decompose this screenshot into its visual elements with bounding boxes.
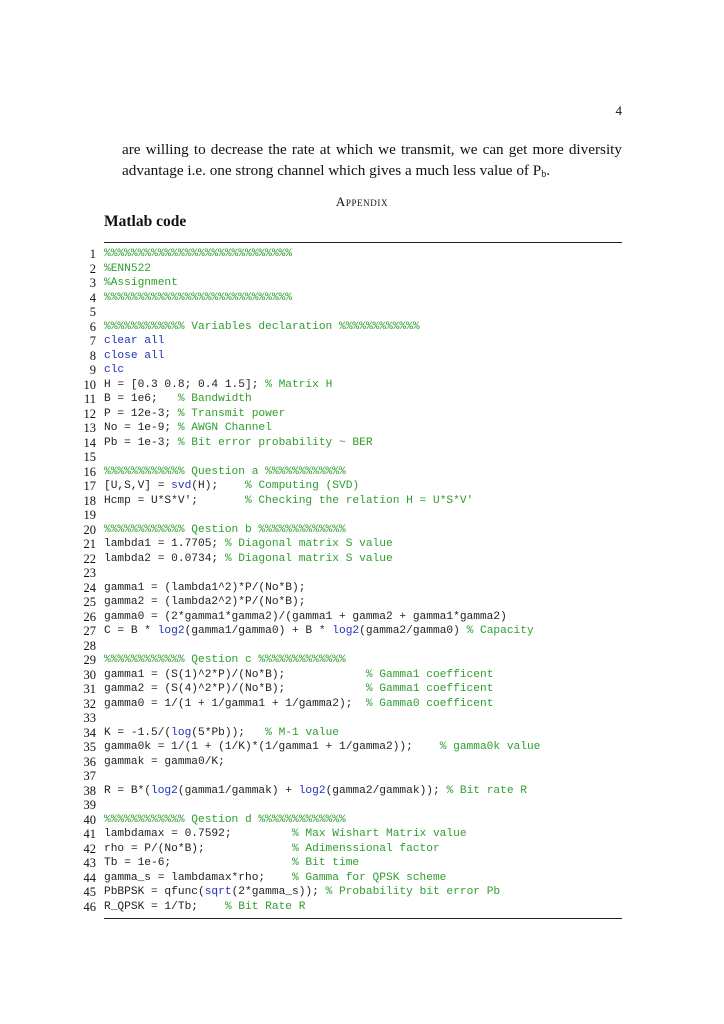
line-number: 17 <box>83 479 96 493</box>
code-comment: % Gamma for QPSK scheme <box>291 871 447 884</box>
line-number: 27 <box>83 624 96 638</box>
code-line <box>78 668 638 683</box>
code-line <box>78 392 638 407</box>
line-code <box>104 827 467 842</box>
code-line <box>78 508 638 523</box>
paragraph-text: are willing to decrease the rate at which we transmit, we can get more diversity advantage i.e. one strong channel which gives a much less value of P <box>122 141 622 179</box>
code-comment: %%%%%%%%%%%%%%%%%%%%%%%%%%%% <box>104 248 292 260</box>
line-number: 28 <box>83 638 96 653</box>
code-line <box>78 624 638 639</box>
code-text: rho = P/(No*B); <box>104 842 292 855</box>
line-code <box>104 262 151 277</box>
code-comment: % Gamma1 coefficent <box>365 683 494 695</box>
line-number: 23 <box>83 566 96 580</box>
line-code <box>104 320 420 335</box>
line-code <box>104 856 359 871</box>
code-line <box>78 581 638 596</box>
code-line <box>78 494 638 509</box>
code-title: Matlab code <box>104 213 187 230</box>
code-comment: % Diagonal matrix S value <box>224 552 393 565</box>
code-comment: %%%%%%%%%%%%%%%%%%%%%%%%%%%% <box>104 291 292 304</box>
code-line <box>78 813 638 828</box>
code-text: (gamma1/gammak) + <box>177 784 299 797</box>
line-number: 2 <box>89 261 96 276</box>
line-number: 20 <box>83 522 96 537</box>
code-comment: % Max Wishart Matrix value <box>291 828 467 840</box>
line-code <box>104 349 164 364</box>
code-text: R = B*( <box>104 784 151 797</box>
line-number: 3 <box>89 276 96 290</box>
code-line <box>78 465 638 480</box>
code-text: gamma0 = (2*gamma1*gamma2)/(gamma1 + gamma2 + gamma1*gamma2) <box>104 610 507 623</box>
code-line <box>78 798 638 813</box>
line-code <box>104 537 393 552</box>
line-code <box>104 581 305 596</box>
line-number: 26 <box>83 609 96 624</box>
code-text: gamma_s = lambdamax*rho; <box>104 871 292 884</box>
code-comment: % Bandwidth <box>177 393 252 405</box>
code-text: H = [0.3 0.8; 0.4 1.5]; <box>104 378 266 391</box>
line-number: 21 <box>83 537 96 551</box>
code-text: gamma0k = 1/(1 + (1/K)*(1/gamma1 + 1/gamma2)); <box>104 741 440 753</box>
code-line <box>78 291 638 306</box>
line-code <box>104 885 500 900</box>
line-number: 41 <box>83 827 96 841</box>
code-line <box>78 769 638 784</box>
code-text: (5*Pb)); <box>191 726 266 739</box>
code-comment: % Adimenssional factor <box>291 842 440 855</box>
line-number: 31 <box>83 682 96 696</box>
line-code <box>104 813 346 828</box>
code-bottom-rule <box>104 918 622 919</box>
line-code <box>104 682 493 697</box>
code-text: Tb = 1e-6; <box>104 857 292 869</box>
line-code <box>104 871 446 886</box>
line-code <box>104 784 527 799</box>
code-text: gamma2 = (lambda2^2)*P/(No*B); <box>104 596 306 608</box>
code-line <box>78 305 638 320</box>
line-code <box>104 624 534 639</box>
line-number: 32 <box>83 696 96 711</box>
code-comment: % Bit rate R <box>446 784 528 797</box>
code-text: Pb = 1e-3; <box>104 436 178 449</box>
code-line <box>78 479 638 494</box>
code-line <box>78 885 638 900</box>
code-keyword: close all <box>104 349 165 362</box>
code-comment: % Matrix H <box>265 378 333 391</box>
line-code <box>104 407 285 422</box>
code-line <box>78 262 638 277</box>
code-comment: % Transmit power <box>177 407 286 420</box>
code-line <box>78 436 638 451</box>
code-text: K = -1.5/( <box>104 726 172 739</box>
code-comment: %Assignment <box>104 277 178 289</box>
code-line <box>78 552 638 567</box>
line-number: 18 <box>83 493 96 508</box>
line-number: 34 <box>83 725 96 740</box>
code-line <box>78 349 638 364</box>
line-number: 4 <box>89 290 96 305</box>
line-code <box>104 392 252 407</box>
code-line <box>78 537 638 552</box>
code-line <box>78 450 638 465</box>
line-code <box>104 740 540 755</box>
code-keyword: log2 <box>157 625 185 637</box>
code-line <box>78 639 638 654</box>
code-text: [U,S,V] = <box>104 480 172 492</box>
page-number: 4 <box>615 103 622 118</box>
code-line <box>78 755 638 770</box>
code-comment: % Checking the relation H = U*S*V' <box>245 494 474 507</box>
line-code <box>104 755 225 770</box>
code-comment: % Capacity <box>466 625 534 637</box>
line-code <box>104 334 164 349</box>
line-number: 29 <box>83 653 96 667</box>
line-code <box>104 276 178 291</box>
line-number: 13 <box>83 421 96 435</box>
line-number: 6 <box>89 319 96 334</box>
line-code <box>104 421 272 436</box>
line-code <box>104 595 305 610</box>
code-comment: % AWGN Channel <box>177 422 272 434</box>
code-line <box>78 697 638 712</box>
code-comment: % Bit time <box>291 857 360 869</box>
line-number: 22 <box>83 551 96 566</box>
line-number: 10 <box>83 377 96 392</box>
code-text: (2*gamma_s)); <box>231 886 326 898</box>
code-line <box>78 784 638 799</box>
line-code <box>104 363 124 378</box>
code-comment: % M-1 value <box>265 726 340 739</box>
code-keyword: clc <box>104 364 125 376</box>
line-number: 14 <box>83 435 96 450</box>
code-text: (H); <box>191 480 246 492</box>
code-comment: % gamma0k value <box>439 741 541 753</box>
line-number: 35 <box>83 740 96 754</box>
line-number: 24 <box>83 580 96 595</box>
body-paragraph <box>122 139 622 185</box>
line-number: 38 <box>83 783 96 798</box>
line-number: 16 <box>83 464 96 479</box>
code-text: (gamma1/gamma0) + B * <box>184 625 333 637</box>
code-line <box>78 871 638 886</box>
code-text: lambda1 = 1.7705; <box>104 538 225 550</box>
line-number: 12 <box>83 406 96 421</box>
line-code <box>104 726 339 741</box>
code-keyword: log <box>171 726 192 739</box>
code-keyword: log2 <box>332 625 360 637</box>
line-code <box>104 653 346 668</box>
code-comment: % Gamma1 coefficent <box>365 668 494 681</box>
code-line <box>78 711 638 726</box>
code-text: P = 12e-3; <box>104 407 178 420</box>
code-keyword: sqrt <box>204 886 232 898</box>
code-line <box>78 320 638 335</box>
code-line <box>78 856 638 871</box>
code-listing <box>78 247 638 914</box>
code-comment: %%%%%%%%%%%% Qestion b %%%%%%%%%%%%% <box>104 523 346 536</box>
code-line <box>78 363 638 378</box>
code-line <box>78 653 638 668</box>
code-comment: % Probability bit error Pb <box>325 886 501 898</box>
code-keyword: clear all <box>104 335 165 347</box>
code-text: No = 1e-9; <box>104 422 178 434</box>
line-number: 39 <box>83 798 96 812</box>
code-text: lambdamax = 0.7592; <box>104 828 292 840</box>
line-number: 25 <box>83 595 96 609</box>
paragraph-subscript: b <box>541 169 547 180</box>
line-number: 37 <box>83 769 96 783</box>
line-code <box>104 378 332 393</box>
line-code <box>104 697 493 712</box>
code-line <box>78 407 638 422</box>
paragraph-end: . <box>546 162 551 179</box>
line-number: 11 <box>83 392 96 406</box>
line-number: 30 <box>83 667 96 682</box>
line-number: 43 <box>83 856 96 870</box>
code-comment: % Bit error probability ~ BER <box>177 436 373 449</box>
code-comment: %%%%%%%%%%%% Question a %%%%%%%%%%%% <box>104 465 346 478</box>
code-text: gammak = gamma0/K; <box>104 755 225 768</box>
line-number: 15 <box>83 450 96 464</box>
appendix-heading: Appendix <box>335 194 389 209</box>
line-code <box>104 610 507 625</box>
code-text: lambda2 = 0.0734; <box>104 552 225 565</box>
line-code <box>104 436 373 451</box>
code-line <box>78 682 638 697</box>
line-number: 19 <box>83 508 96 522</box>
code-text: gamma0 = 1/(1 + 1/gamma1 + 1/gamma2); <box>104 697 366 710</box>
code-comment: % Diagonal matrix S value <box>224 538 393 550</box>
code-line <box>78 842 638 857</box>
line-code <box>104 494 473 509</box>
line-number: 45 <box>83 885 96 899</box>
code-line <box>78 595 638 610</box>
code-line <box>78 247 638 262</box>
line-number: 8 <box>89 348 96 363</box>
code-line <box>78 566 638 581</box>
code-keyword: svd <box>171 480 192 492</box>
line-number: 42 <box>83 841 96 856</box>
code-text: (gamma2/gamma0) <box>359 625 467 637</box>
code-comment: %%%%%%%%%%%% Qestion c %%%%%%%%%%%%% <box>104 654 346 666</box>
line-number: 33 <box>83 711 96 725</box>
code-keyword: log2 <box>298 784 326 797</box>
code-line <box>78 740 638 755</box>
code-comment: %ENN522 <box>104 262 151 275</box>
code-comment: % Gamma0 coefficent <box>365 697 494 710</box>
line-code <box>104 291 292 306</box>
code-line <box>78 276 638 291</box>
code-text: PbBPSK = qfunc( <box>104 886 205 898</box>
line-number: 5 <box>89 305 96 319</box>
code-top-rule <box>104 242 622 243</box>
code-keyword: log2 <box>151 784 178 797</box>
line-code <box>104 552 393 567</box>
code-line <box>78 827 638 842</box>
code-line <box>78 900 638 915</box>
code-text: gamma1 = (S(1)^2*P)/(No*B); <box>104 668 366 681</box>
code-line <box>78 378 638 393</box>
line-code <box>104 247 292 262</box>
line-number: 36 <box>83 754 96 769</box>
code-line <box>78 334 638 349</box>
line-code <box>104 668 493 683</box>
line-number: 1 <box>89 247 96 261</box>
code-comment: %%%%%%%%%%%% Qestion d %%%%%%%%%%%%% <box>104 813 346 826</box>
line-code <box>104 842 440 857</box>
line-number: 40 <box>83 812 96 827</box>
line-code <box>104 479 359 494</box>
code-line <box>78 610 638 625</box>
line-number: 9 <box>89 363 96 377</box>
code-text: B = 1e6; <box>104 393 178 405</box>
line-code <box>104 900 305 915</box>
code-comment: % Bit Rate R <box>224 900 306 913</box>
code-text: gamma2 = (S(4)^2*P)/(No*B); <box>104 683 366 695</box>
code-text: C = B * <box>104 625 158 637</box>
line-number: 7 <box>89 334 96 348</box>
code-text: (gamma2/gammak)); <box>325 784 447 797</box>
code-line <box>78 421 638 436</box>
code-text: Hcmp = U*S*V'; <box>104 494 245 507</box>
line-code <box>104 523 346 538</box>
line-code <box>104 465 346 480</box>
code-comment: %%%%%%%%%%%% Variables declaration %%%%%%%%%%%% <box>104 320 420 333</box>
code-text: R_QPSK = 1/Tb; <box>104 900 225 913</box>
code-text: gamma1 = (lambda1^2)*P/(No*B); <box>104 581 306 594</box>
code-line <box>78 726 638 741</box>
line-number: 44 <box>83 870 96 885</box>
code-comment: % Computing (SVD) <box>245 480 360 492</box>
line-number: 46 <box>83 899 96 914</box>
code-line <box>78 523 638 538</box>
